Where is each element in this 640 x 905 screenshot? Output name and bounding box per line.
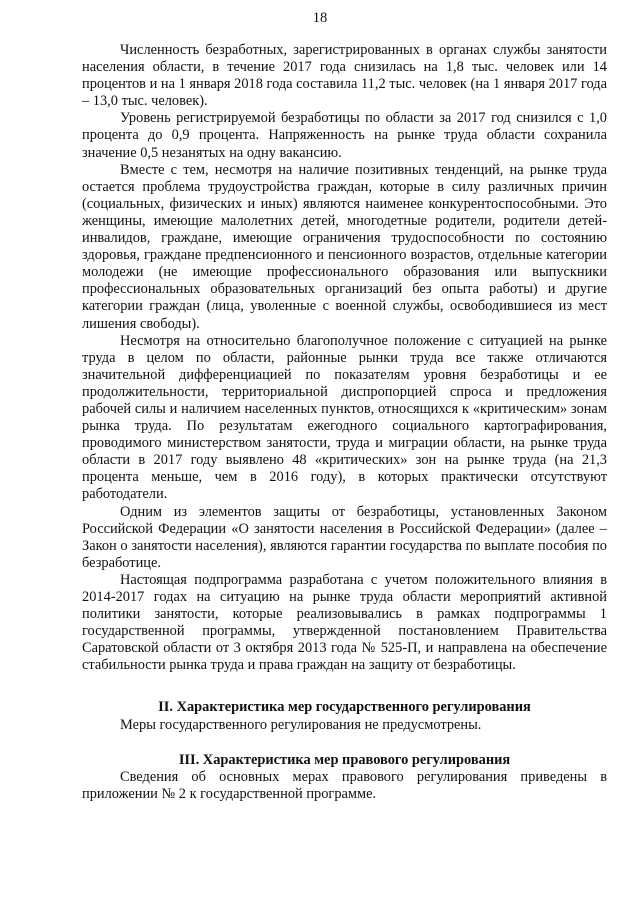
paragraph-unemployment-protection: Одним из элементов защиты от безработицы, установленных Законом Российской Федерации «О занятости населения в Российской Федерации» (далее – Закон о занятости населения), являются гарантии государства по выплате пособия по безработице.	[82, 503, 607, 571]
section-3-heading: III. Характеристика мер правового регулирования	[178, 751, 511, 768]
paragraph-regional-markets: Несмотря на относительно благополучное положение с ситуацией на рынке труда в целом по области, районные рынки труда все также отличаются значительной дифференциацией по показателям уровня безработицы и ее продолжительности, территориальной диспропорцией спроса и предложения рабочей силы и наличием населенных пунктов, относящихся к «критическим» зонам рынка труда. По результатам ежегодного социального картографирования, проводимого министерством занятости, труда и миграции области, на рынке труда области в 2017 году выявлено 48 «критических» зон на рынке труда (на 21,3 процента меньше, чем в 2016 году), в которых практически отсутствуют работодатели.	[82, 332, 607, 503]
paragraph-unemployment-rate: Уровень регистрируемой безработицы по области за 2017 год снизился с 1,0 процента до 0,9 процента. Напряженность на рынке труда области сохранила значение 0,5 незанятых на одну вакансию.	[82, 110, 607, 161]
page-number: 18	[312, 10, 328, 26]
paragraph-subprogram-basis: Настоящая подпрограмма разработана с учетом положительного влияния в 2014-2017 годах на ситуацию на рынке труда области мероприятий активной политики занятости, которые реализовывались в рамках подпрограммы 1 государственной программы, утвержденной постановлением Правительства Саратовской области от 3 октября 2013 года № 525-П, и направлена на обеспечение стабильности рынка труда и права граждан на защиту от безработицы.	[82, 571, 607, 674]
section-2-heading: II. Характеристика мер государственного регулирования	[158, 699, 531, 716]
section-3-text: Сведения об основных мерах правового регулирования приведены в приложении № 2 к государственной программе.	[82, 768, 607, 802]
paragraph-unemployment-count: Численность безработных, зарегистрированных в органах службы занятости населения области, в течение 2017 года снизилась на 1,8 тыс. человек или 14 процентов и на 1 января 2018 года составила 11,2 тыс. человек (на 1 января 2017 года – 13,0 тыс. человек).	[82, 42, 607, 110]
paragraph-employment-problems: Вместе с тем, несмотря на наличие позитивных тенденций, на рынке труда остается проблема трудоустройства граждан, которые в силу различных причин (социальных, физических и иных) являются наименее конкурентоспособными. Это женщины, имеющие малолетних детей, многодетные родители, родители детей-инвалидов, граждане, имеющие ограничения трудоспособности по состоянию здоровья, граждане предпенсионного и пенсионного возрастов, отдельные категории молодежи (не имеющие профессионального образования или выпускники профессиональных образовательных организаций без опыта работы) и другие категории граждан (лица, уволенные с военной службы, освободившиеся из мест лишения свободы).	[82, 161, 607, 332]
section-2-text: Меры государственного регулирования не предусмотрены.	[120, 716, 482, 733]
document-body	[82, 42, 607, 803]
